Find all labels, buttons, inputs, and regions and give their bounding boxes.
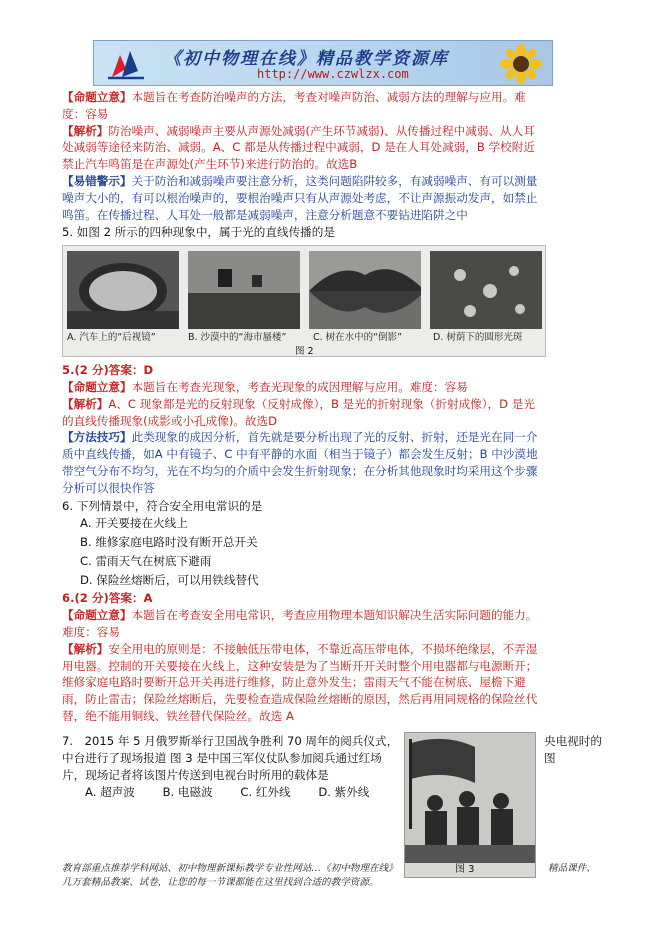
q6-answer: 6.(2 分)答案：A xyxy=(62,591,153,606)
q6-stem: 6. 下列情景中，符合安全用电常识的是 xyxy=(62,498,263,513)
warning-text: 关于防治和减弱噪声要注意分析，这类问题陷阱较多，有减弱噪声、有可以测量噪声大小的，有可以根治噪声的，要根治噪声只有从声源处考虑，不让声源振动发声，如禁止鸣笛。在传播过程、人耳处一般都是减弱噪声，注意分析题意不要钻进陷阱之中 xyxy=(62,173,538,222)
intent-text: 本题旨在考查防治噪声的方法，考查对噪声防治、减弱方法的理解与应用。难度：容易 xyxy=(62,90,526,121)
q6-option-c: C. 雷雨天气在树底下避雨 xyxy=(80,554,212,569)
q7-stem-continued: 央电视时的图 xyxy=(544,734,602,765)
q7-option-d: D. 紫外线 xyxy=(318,785,370,799)
tip-tag: 【方法技巧】 xyxy=(62,430,132,445)
analysis-tag: 【解析】 xyxy=(62,123,109,138)
analysis-text: A、C 现象都是光的反射现象（反射成像），B 是光的折射现象（折射成像），D 是光的直线传播现象(成影或小孔成像)。故选D xyxy=(62,396,535,428)
q6-intent xyxy=(62,607,542,641)
figure-3-label: 图 3 xyxy=(455,864,475,875)
warning-tag: 【易错警示】 xyxy=(62,173,132,188)
footer-text: 教育部重点推荐学科网站、初中物理新课标教学专业性网站…《初中物理在线》几万套精品教案、试卷，让您的每一节课都能在这里找到合适的教学资源。 xyxy=(62,863,398,888)
analysis-tag: 【解析】 xyxy=(62,641,109,656)
q6-option-d: D. 保险丝熔断后，可以用铁线替代 xyxy=(80,573,259,588)
q4-warning xyxy=(62,173,542,223)
mirage-photo xyxy=(188,251,300,329)
document-body xyxy=(62,89,542,725)
intent-tag: 【命题立意】 xyxy=(62,379,132,394)
q4-intent xyxy=(62,89,542,123)
q6-analysis xyxy=(62,641,542,725)
site-logo-icon xyxy=(106,47,146,81)
analysis-text: 防治噪声、减弱噪声主要从声源处减弱(产生环节减弱)、从传播过程中减弱、从人耳处减弱等途径来防治、减弱。A、C 都是从传播过程中减弱，D 是在人耳处减弱，B 学校附近禁止汽车鸣笛是在声源处(产生环节)来进行防治的。故选B xyxy=(62,123,535,172)
site-title: 《初中物理在线》精品教学资源库 xyxy=(164,49,449,69)
honor-guard-photo xyxy=(405,733,536,863)
figure-2-caption-a: A. 汽车上的“后视镜” xyxy=(67,332,156,344)
analysis-text: 安全用电的原则是：不接触低压带电体，不靠近高压带电体，不损坏绝缘层，不弄湿用电器。控制的开关要接在火线上，这种安装是为了当断开开关时整个用电器都与电源断开；维修家庭电路时要断开总开关再进行维修，防止意外发生；雷雨天气不能在树底、屋檐下避雨，防止雷击；保险丝熔断后，先要检查造成保险丝熔断的原因，然后再用同规格的保险丝代替，绝不能用铜线、铁丝替代保险丝。故选 A xyxy=(62,641,538,723)
footer-text-right: 精品课件、 xyxy=(548,863,596,874)
q6-option-b: B. 维修家庭电路时没有断开总开关 xyxy=(80,535,258,550)
figure-2-caption-d: D. 树荫下的圆形光斑 xyxy=(433,332,523,344)
q4-analysis xyxy=(62,123,542,173)
q7-option-b: B. 电磁波 xyxy=(162,785,213,799)
q6-option-a: A. 开关要接在火线上 xyxy=(80,516,188,531)
q5-stem: 5. 如图 2 所示的四种现象中，属于光的直线传播的是 xyxy=(62,225,335,240)
figure-3 xyxy=(404,732,536,878)
sunflower-icon xyxy=(498,44,544,84)
q5-intent xyxy=(62,379,542,396)
q7-option-a: A. 超声波 xyxy=(85,785,135,799)
q7-stem: 7. 2015 年 5 月俄罗斯举行卫国战争胜利 70 周年的阅兵仪式，中台进行了现场报道 图 3 是中国三军仪仗队参加阅兵通过红场片，现场记者将该图片传送到电视台时所用的载体是 xyxy=(62,734,399,782)
figure-2-label: 图 2 xyxy=(295,346,314,358)
tree-shadow-spots-photo xyxy=(430,251,542,329)
q5-analysis xyxy=(62,396,542,430)
q7-option-c: C. 红外线 xyxy=(240,785,291,799)
tip-text: 此类现象的成因分析，首先就是要分析出现了光的反射、折射，还是光在同一介质中直线传播，如A 中有镜子、C 中有平静的水面（相当于镜子）都会发生反射；B 中沙漠地带空气分布不均匀，光在不均匀的介质中会发生折射现象；在分析其他现象时均采用这个步骤分析可以很快作答 xyxy=(62,430,538,495)
figure-2-caption-b: B. 沙漠中的“海市蜃楼” xyxy=(188,332,287,344)
q7-options xyxy=(85,784,393,800)
analysis-tag: 【解析】 xyxy=(62,396,109,411)
intent-tag: 【命题立意】 xyxy=(62,608,132,623)
site-url: http://www.czwlzx.com xyxy=(257,67,409,81)
intent-text: 本题旨在考查安全用电常识，考查应用物理本题知识解决生活实际问题的能力。难度：容易 xyxy=(62,608,538,639)
tree-reflection-photo xyxy=(309,251,421,329)
site-banner xyxy=(93,40,553,86)
q5-answer: 5.(2 分)答案：D xyxy=(62,363,154,378)
figure-2 xyxy=(62,245,546,357)
figure-2-caption-c: C. 树在水中的“倒影” xyxy=(313,332,403,344)
rearview-mirror-photo xyxy=(67,251,179,329)
intent-tag: 【命题立意】 xyxy=(62,90,132,104)
intent-text: 本题旨在考查光现象，考查光现象的成因理解与应用。难度：容易 xyxy=(131,379,468,394)
q5-method-tip xyxy=(62,429,542,496)
